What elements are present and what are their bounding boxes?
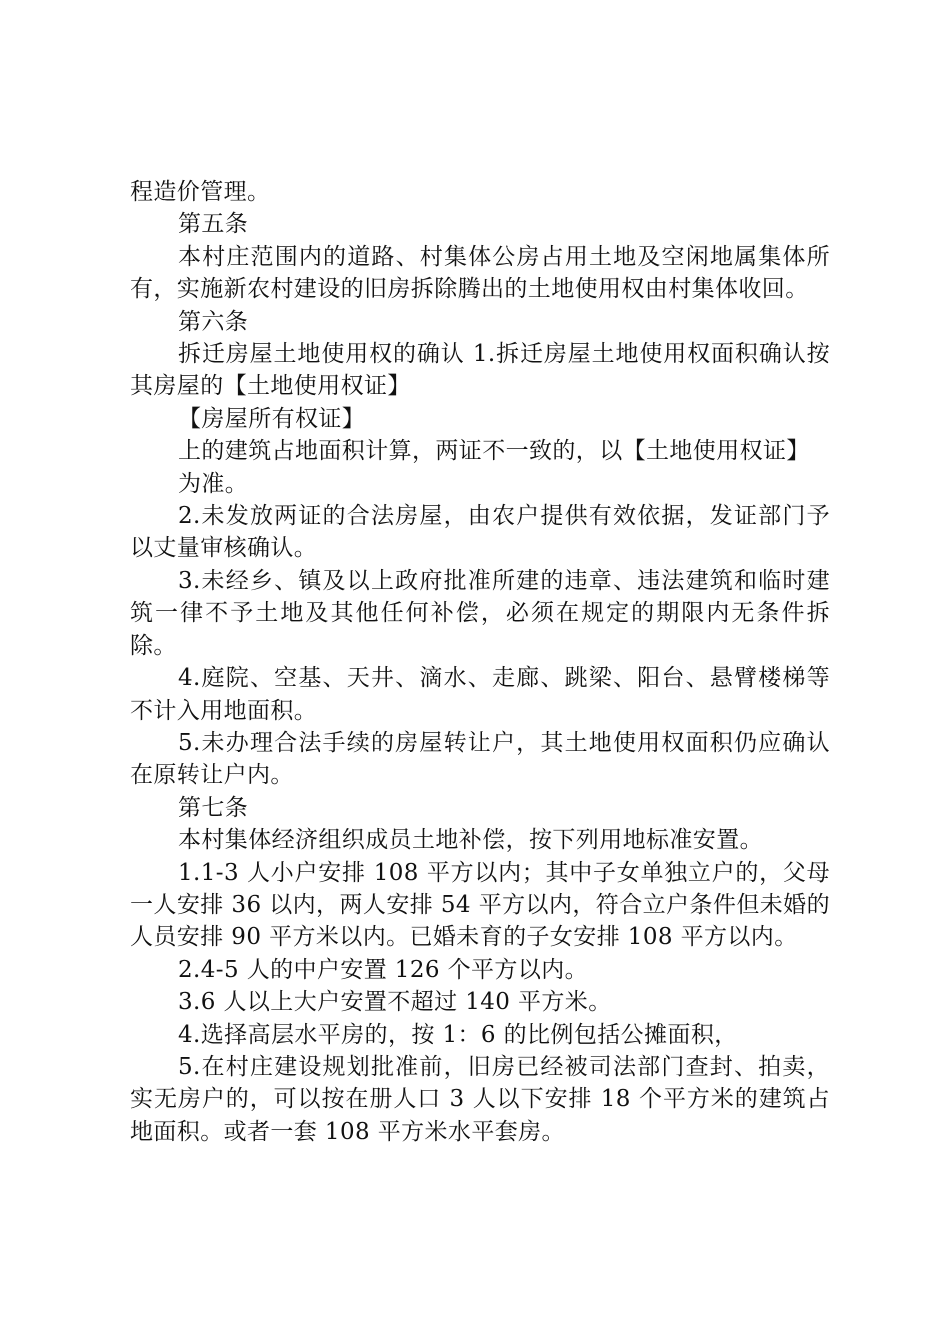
paragraph: 本村庄范围内的道路、村集体公房占用土地及空闲地属集体所有，实施新农村建设的旧房拆除腾出的土地使用权由村集体收回。 xyxy=(130,243,830,303)
list-item: 4.选择高层水平房的，按 1：6 的比例包括公摊面积， xyxy=(178,1021,738,1048)
article-heading: 第七条 xyxy=(178,794,249,821)
article-heading: 第六条 xyxy=(178,308,249,335)
paragraph: 【房屋所有权证】 xyxy=(178,405,366,432)
list-item: 5.在村庄建设规划批准前，旧房已经被司法部门查封、拍卖，实无房户的，可以按在册人口 3 人以下安排 18 个平方米的建筑占地面积。或者一套 108 平方米水平套房。 xyxy=(130,1053,830,1145)
paragraph: 本村集体经济组织成员土地补偿，按下列用地标准安置。 xyxy=(178,827,763,854)
article-heading: 第五条 xyxy=(178,211,249,238)
list-item: 1.1-3 人小户安排 108 平方以内；其中子女单独立户的，父母一人安排 36 以内，两人安排 54 平方以内，符合立户条件但未婚的人员安排 90 平方米以内。已婚未育的子女安排 108 平方以内。 xyxy=(130,859,830,951)
list-item: 5.未办理合法手续的房屋转让户，其土地使用权面积仍应确认在原转让户内。 xyxy=(130,729,830,789)
paragraph: 为准。 xyxy=(178,470,249,497)
list-item: 4.庭院、空基、天井、滴水、走廊、跳梁、阳台、悬臂楼梯等不计入用地面积。 xyxy=(130,665,830,724)
list-item: 2.4-5 人的中户安置 126 个平方以内。 xyxy=(178,956,589,983)
paragraph: 上的建筑占地面积计算，两证不一致的，以【土地使用权证】 xyxy=(178,438,810,465)
list-item: 3.6 人以上大户安置不超过 140 平方米。 xyxy=(178,989,612,1016)
list-item: 2.未发放两证的合法房屋，由农户提供有效依据，发证部门予以丈量审核确认。 xyxy=(130,503,830,562)
list-item: 3.未经乡、镇及以上政府批准所建的违章、违法建筑和临时建筑一律不予土地及其他任何补偿，必须在规定的期限内无条件拆除。 xyxy=(130,567,830,659)
paragraph: 拆迁房屋土地使用权的确认 1.拆迁房屋土地使用权面积确认按其房屋的【土地使用权证】 xyxy=(130,341,830,400)
paragraph: 程造价管理。 xyxy=(130,179,271,205)
document-body xyxy=(130,176,830,1148)
